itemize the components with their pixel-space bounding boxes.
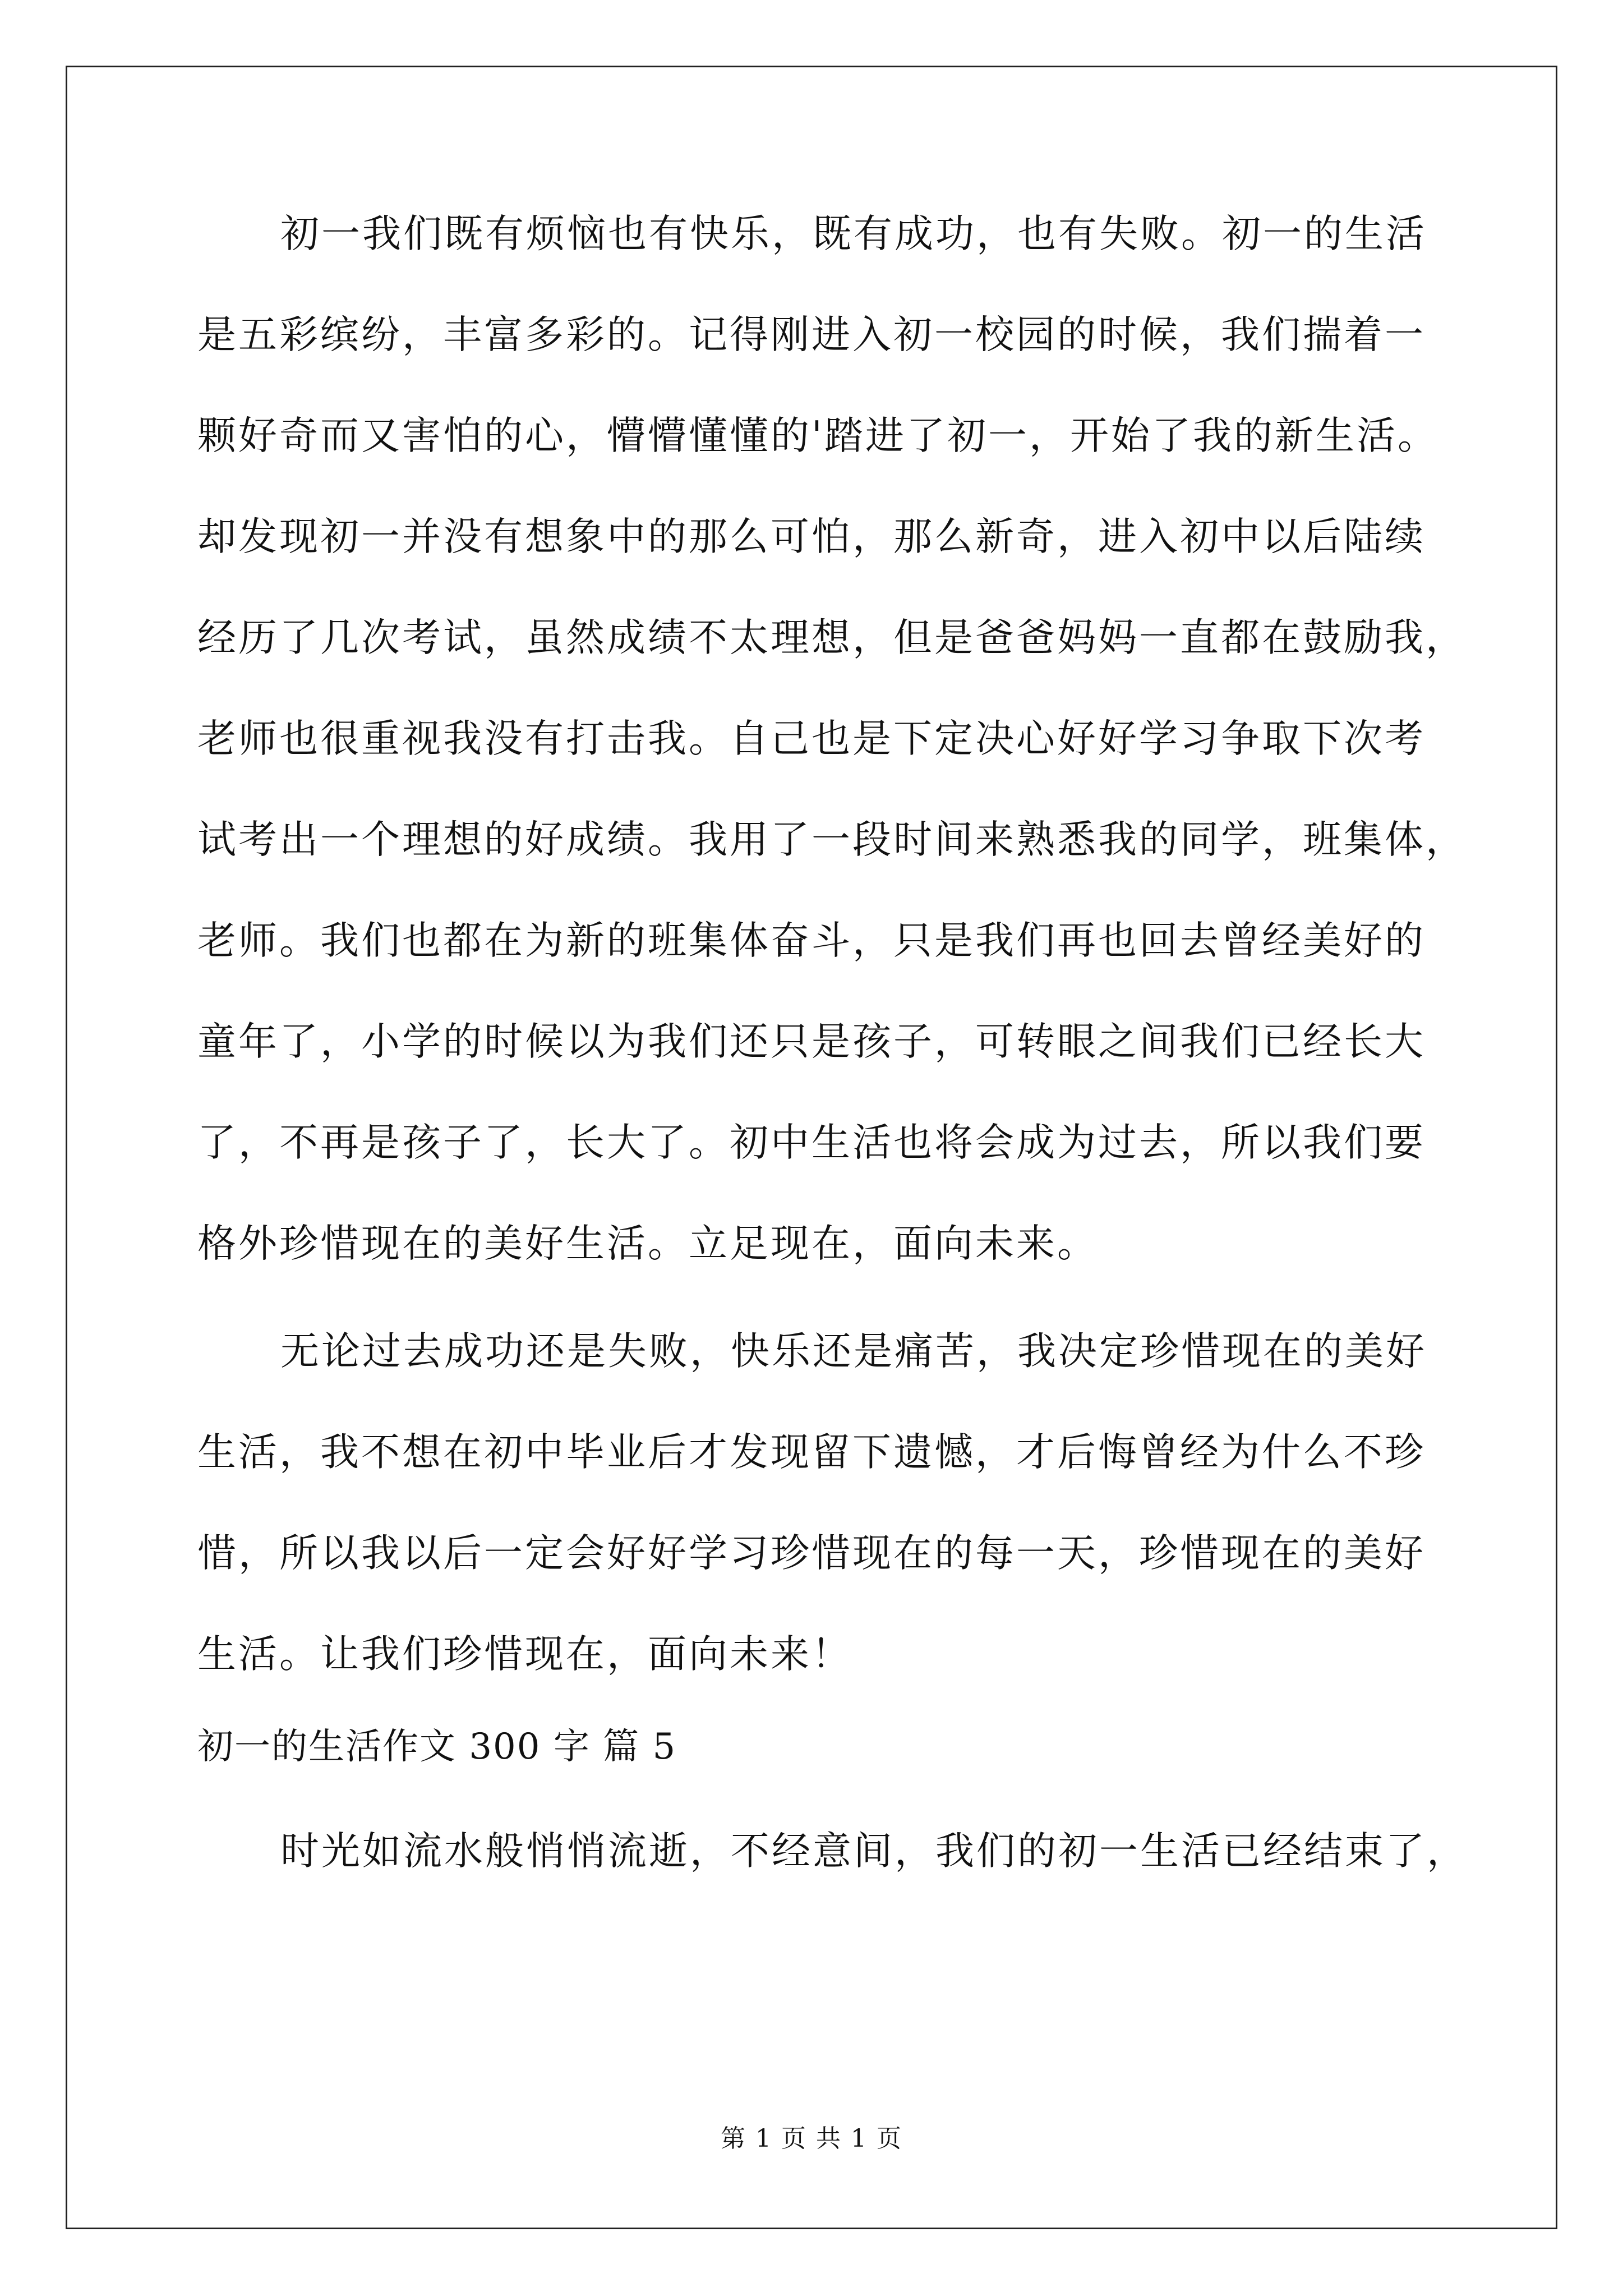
paragraph-2-line-3: 惜，所以我以后一定会好好学习珍惜现在的每一天，珍惜现在的美好 — [197, 1531, 1426, 1576]
paragraph-2-line-1: 无论过去成功还是失败，快乐还是痛苦，我决定珍惜现在的美好 — [280, 1329, 1427, 1374]
paragraph-1-line-7: 试考出一个理想的好成绩。我用了一段时间来熟悉我的同学，班集体， — [197, 817, 1467, 862]
paragraph-1-line-8: 老师。我们也都在为新的班集体奋斗，只是我们再也回去曾经美好的 — [197, 918, 1426, 963]
paragraph-2-line-4: 生活。让我们珍惜现在，面向未来！ — [197, 1632, 852, 1677]
paragraph-1-line-4: 却发现初一并没有想象中的那么可怕，那么新奇，进入初中以后陆续 — [197, 514, 1426, 559]
paragraph-1-line-5: 经历了几次考试，虽然成绩不太理想，但是爸爸妈妈一直都在鼓励我， — [197, 615, 1467, 660]
paragraph-3-line-1: 时光如流水般悄悄流逝，不经意间，我们的初一生活已经结束了， — [280, 1829, 1468, 1874]
paragraph-1-line-6: 老师也很重视我没有打击我。自己也是下定决心好好学习争取下次考 — [197, 716, 1426, 761]
paragraph-1-line-2: 是五彩缤纷，丰富多彩的。记得刚进入初一校园的时候，我们揣着一 — [197, 312, 1426, 357]
paragraph-2-line-2: 生活，我不想在初中毕业后才发现留下遗憾，才后悔曾经为什么不珍 — [197, 1430, 1426, 1475]
page-footer: 第 1 页 共 1 页 — [721, 2124, 902, 2153]
paragraph-1-line-3: 颗好奇而又害怕的心，懵懵懂懂的'踏进了初一，开始了我的新生活。 — [197, 413, 1438, 458]
paragraph-1-line-10: 了，不再是孩子了，长大了。初中生活也将会成为过去，所以我们要 — [197, 1120, 1426, 1165]
paragraph-1-line-1: 初一我们既有烦恼也有快乐，既有成功，也有失败。初一的生活 — [280, 211, 1427, 256]
paragraph-1-line-9: 童年了，小学的时候以为我们还只是孩子，可转眼之间我们已经长大 — [197, 1019, 1426, 1064]
paragraph-1-line-11: 格外珍惜现在的美好生活。立足现在，面向未来。 — [197, 1221, 1098, 1266]
section-heading: 初一的生活作文 300 字 篇 5 — [197, 1726, 677, 1768]
